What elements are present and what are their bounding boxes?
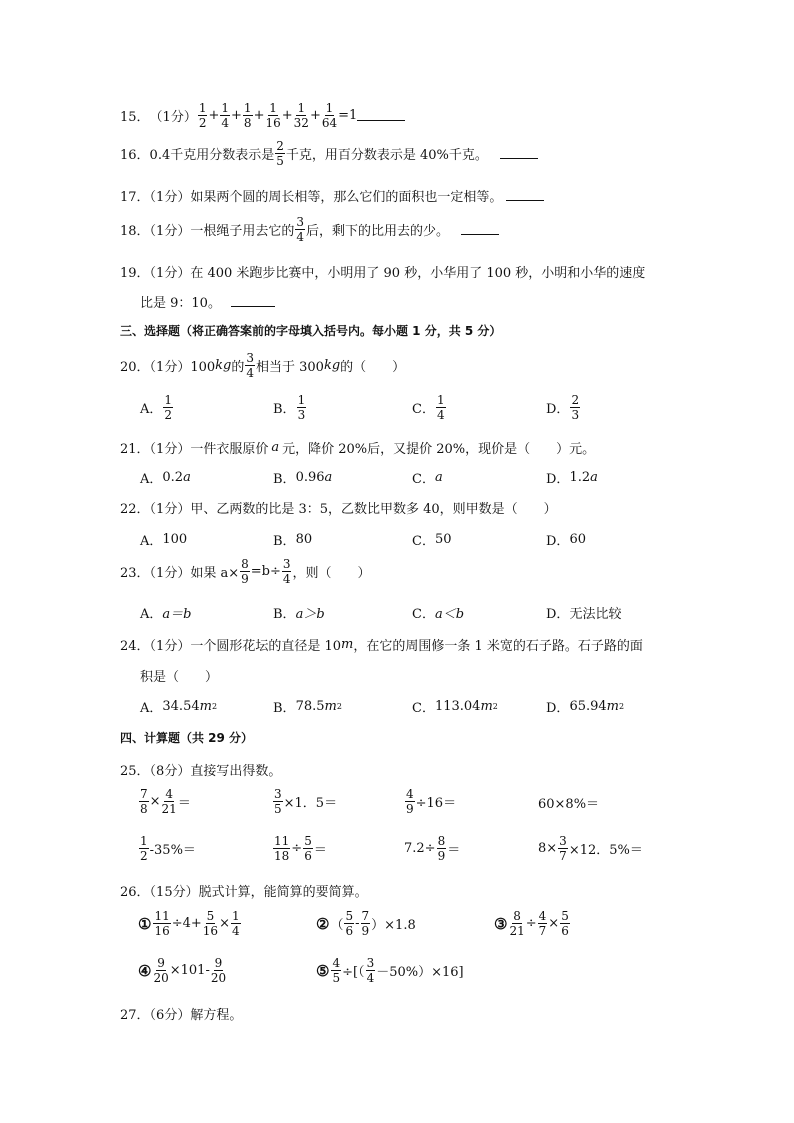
q23-option-b[interactable]: B． a＞b bbox=[273, 607, 325, 622]
answer-blank[interactable] bbox=[500, 148, 538, 159]
q15: 15． （1分） 1 2 + $\frac{1}{4}$ + $\frac{1}{8}$ + $\frac{1}{16}$ + $\frac{1}{32}$ + $\frac{1}{64}$ =1 bbox=[120, 102, 405, 129]
fraction: 1 2 bbox=[198, 101, 207, 130]
fraction: 2 5 bbox=[276, 139, 284, 168]
q24-option-d[interactable]: D． 65.94 m 2 bbox=[546, 699, 625, 716]
q25-expr-3: $\frac{4}{9}$ ÷16＝ bbox=[406, 787, 457, 816]
q25-expr-6: $\frac{11}{18}$ ÷ $\frac{5}{6}$ ＝ bbox=[274, 834, 327, 863]
q25-expr-8: 8× $\frac{3}{7}$ ×12．5%＝ bbox=[538, 834, 643, 863]
q26-problem-4: ④ $\frac{9}{20}$ ×101- 9 20 bbox=[138, 956, 227, 985]
q24-option-c[interactable]: C． 113.04 m 2 bbox=[412, 699, 498, 716]
q21-option-a[interactable]: A． 0.2 a bbox=[140, 470, 191, 487]
q23-option-d[interactable]: D． 无法比较 bbox=[546, 607, 622, 622]
q20-option-b[interactable]: B． 1 3 bbox=[273, 393, 306, 422]
q22-option-d[interactable]: D． 60 bbox=[546, 532, 586, 549]
fraction: 3 4 bbox=[296, 215, 304, 244]
q26-problem-3: ③ $\frac{8}{21}$ ÷ $\frac{4}{7}$ × $\frac{5}{6}$ bbox=[494, 909, 569, 938]
q20: 20．（1分）100 kg 的 3 4 相当于 300 kg 的（ ） bbox=[120, 351, 406, 380]
q25: 25．（8分）直接写出得数。 bbox=[120, 764, 282, 779]
q26-problem-5: ⑤ $\frac{4}{5}$ ÷[（ 3 4 －50%）×16] bbox=[316, 956, 464, 985]
q24-option-a[interactable]: A． 34.54 m 2 bbox=[140, 699, 218, 716]
q22-option-c[interactable]: C． 50 bbox=[412, 532, 452, 549]
q27: 27．（6分）解方程。 bbox=[120, 1008, 243, 1023]
q23-option-c[interactable]: C． a＜b bbox=[412, 607, 465, 622]
answer-blank[interactable] bbox=[231, 296, 275, 307]
q17: 17．（1分）如果两个圆的周长相等，那么它们的面积也一定相等。 bbox=[120, 186, 544, 205]
fraction: $\frac{1}{4}$ bbox=[221, 101, 230, 130]
q23-option-a[interactable]: A． a＝b bbox=[140, 607, 192, 622]
q25-expr-2: $\frac{3}{5}$ ×1．5＝ bbox=[274, 787, 338, 816]
q21: 21．（1分）一件衣服原价 a 元，降价 20%后，又提价 20%，现价是（ ）元。 bbox=[120, 440, 596, 457]
fraction: 3 4 bbox=[246, 351, 254, 380]
q21-option-c[interactable]: C． a bbox=[412, 470, 443, 487]
q23: 23．（1分）如果 a× $\frac{8}{9}$ =b÷ $\frac{3}{4}$ ，则（ ） bbox=[120, 557, 371, 586]
q22-option-b[interactable]: B． 80 bbox=[273, 532, 313, 549]
q25-expr-4: 60×8%＝ bbox=[538, 797, 600, 812]
q24-option-b[interactable]: B． 78.5 m 2 bbox=[273, 699, 342, 716]
fraction: $\frac{1}{8}$ bbox=[243, 101, 252, 130]
section-3-heading: 三、选择题（将正确答案前的字母填入括号内。每小题 1 分，共 5 分） bbox=[120, 324, 502, 338]
q20-option-d[interactable]: D． 2 3 bbox=[546, 393, 580, 422]
q21-option-d[interactable]: D． 1.2 a bbox=[546, 470, 598, 487]
answer-blank[interactable] bbox=[461, 224, 499, 235]
q26: 26．（15分）脱式计算，能简算的要简算。 bbox=[120, 885, 368, 900]
fraction: $\frac{1}{16}$ bbox=[265, 101, 281, 130]
q24-line1: 24．（1分）一个圆形花坛的直径是 10 m ，在它的周围修一条 1 米宽的石子路。石子路的面 bbox=[120, 637, 643, 654]
q18: 18．（1分）一根绳子用去它的 3 4 后，剩下的比用去的少。 bbox=[120, 216, 499, 243]
q25-expr-5: 1 2 -35%＝ bbox=[140, 834, 196, 863]
section-4-heading: 四、计算题（共 29 分） bbox=[120, 731, 254, 745]
q22-option-a[interactable]: A． 100 bbox=[140, 532, 188, 549]
fraction: $\frac{8}{9}$ bbox=[241, 557, 249, 586]
answer-blank[interactable] bbox=[357, 110, 405, 121]
q26-problem-1: ① $\frac{11}{16}$ ÷4+ $\frac{5}{16}$ × $\frac{1}{4}$ bbox=[138, 909, 240, 938]
fraction: $\frac{3}{4}$ bbox=[282, 557, 291, 586]
fraction: $\frac{1}{32}$ bbox=[293, 101, 309, 130]
q22: 22．（1分）甲、乙两数的比是 3：5，乙数比甲数多 40，则甲数是（ ） bbox=[120, 502, 557, 517]
q16: 16．0.4千克用分数表示是 2 5 千克，用百分数表示是 40%千克。 bbox=[120, 140, 538, 167]
q21-option-b[interactable]: B． 0.96 a bbox=[273, 470, 333, 487]
q26-problem-2: ② （ 5 6 - 7 9 ）×1.8 bbox=[316, 909, 416, 938]
q25-expr-7: 7.2÷ $\frac{8}{9}$ ＝ bbox=[404, 834, 461, 863]
fraction: $\frac{1}{64}$ bbox=[321, 101, 338, 130]
q19-line1: 19．（1分）在 400 米跑步比赛中，小明用了 90 秒，小华用了 100 秒，小明和小华的速度 bbox=[120, 266, 646, 281]
q20-option-a[interactable]: A． 1 2 bbox=[140, 393, 173, 422]
q24-line2: 积是（ ） bbox=[140, 670, 219, 685]
answer-blank[interactable] bbox=[506, 190, 544, 201]
q19-line2: 比是 9：10。 bbox=[140, 292, 275, 311]
q25-expr-1: $\frac{7}{8}$ × $\frac{4}{21}$ ＝ bbox=[140, 787, 191, 816]
q20-option-c[interactable]: C． 1 4 bbox=[412, 393, 445, 422]
